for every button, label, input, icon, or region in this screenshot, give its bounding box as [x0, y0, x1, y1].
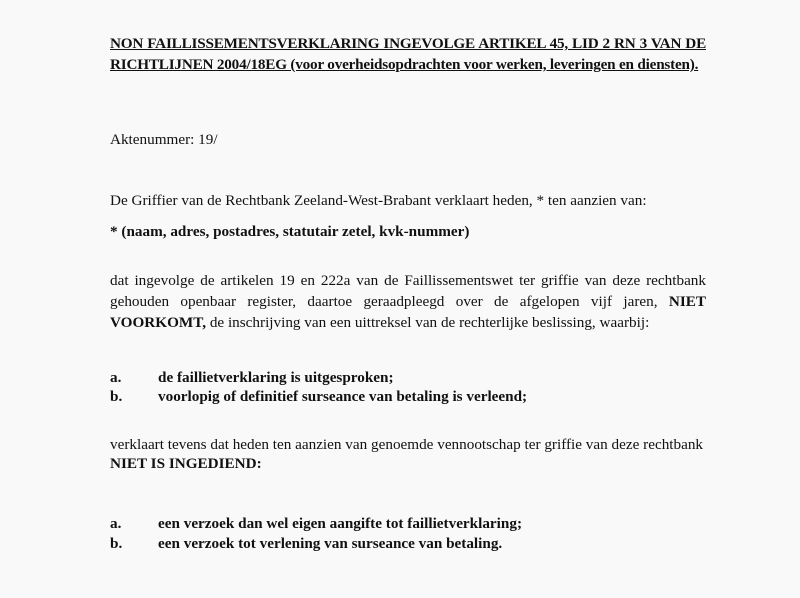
paragraph-declaration: verklaart tevens dat heden ten aanzien van genoemde vennootschap ter griffie van deze rechtbank — [110, 436, 704, 453]
list2-item-a — [110, 515, 522, 533]
paragraph-register — [110, 270, 706, 333]
list-text: voorlopig of definitief surseance van betaling is verleend; — [158, 388, 528, 405]
list1-item-a — [110, 369, 394, 387]
document-title: NON FAILLISSEMENTSVERKLARING INGEVOLGE ARTIKEL 45, LID 2 RN 3 VAN DE RICHTLIJNEN 2004/18EG (voor overheidsopdrachten voor werken, leveringen en diensten). — [110, 35, 706, 73]
list-text: de faillietverklaring is uitgesproken; — [158, 369, 394, 386]
aktenummer: Aktenummer: 19/ — [110, 131, 218, 148]
list-marker: a. — [110, 515, 122, 532]
list-marker: a. — [110, 369, 122, 386]
paragraph-register-text: dat ingevolge de artikelen 19 en 222a van de Faillissementswet ter griffie van deze rechtbank gehouden openbaar register, daartoe geraadpleegd over de afgelopen vijf jaren, — [110, 272, 706, 310]
niet-voorkomt-emphasis: NIET VOORKOMT, — [110, 293, 706, 331]
list-text: een verzoek tot verlening van surseance van betaling. — [158, 535, 503, 552]
fields-note: * (naam, adres, postadres, statutair zetel, kvk-nummer) — [110, 223, 470, 240]
paragraph-register-text-end: de inschrijving van een uittreksel van de rechterlijke beslissing, waarbij: — [206, 314, 650, 331]
intro-text: De Griffier van de Rechtbank Zeeland-West-Brabant verklaart heden, * ten aanzien van: — [110, 192, 647, 209]
list2-item-b — [110, 535, 502, 553]
niet-ingediend-emphasis: NIET IS INGEDIEND: — [110, 455, 262, 472]
list-text: een verzoek dan wel eigen aangifte tot faillietverklaring; — [158, 515, 522, 532]
list-marker: b. — [110, 388, 123, 405]
list1-item-b — [110, 388, 527, 406]
list-marker: b. — [110, 535, 123, 552]
